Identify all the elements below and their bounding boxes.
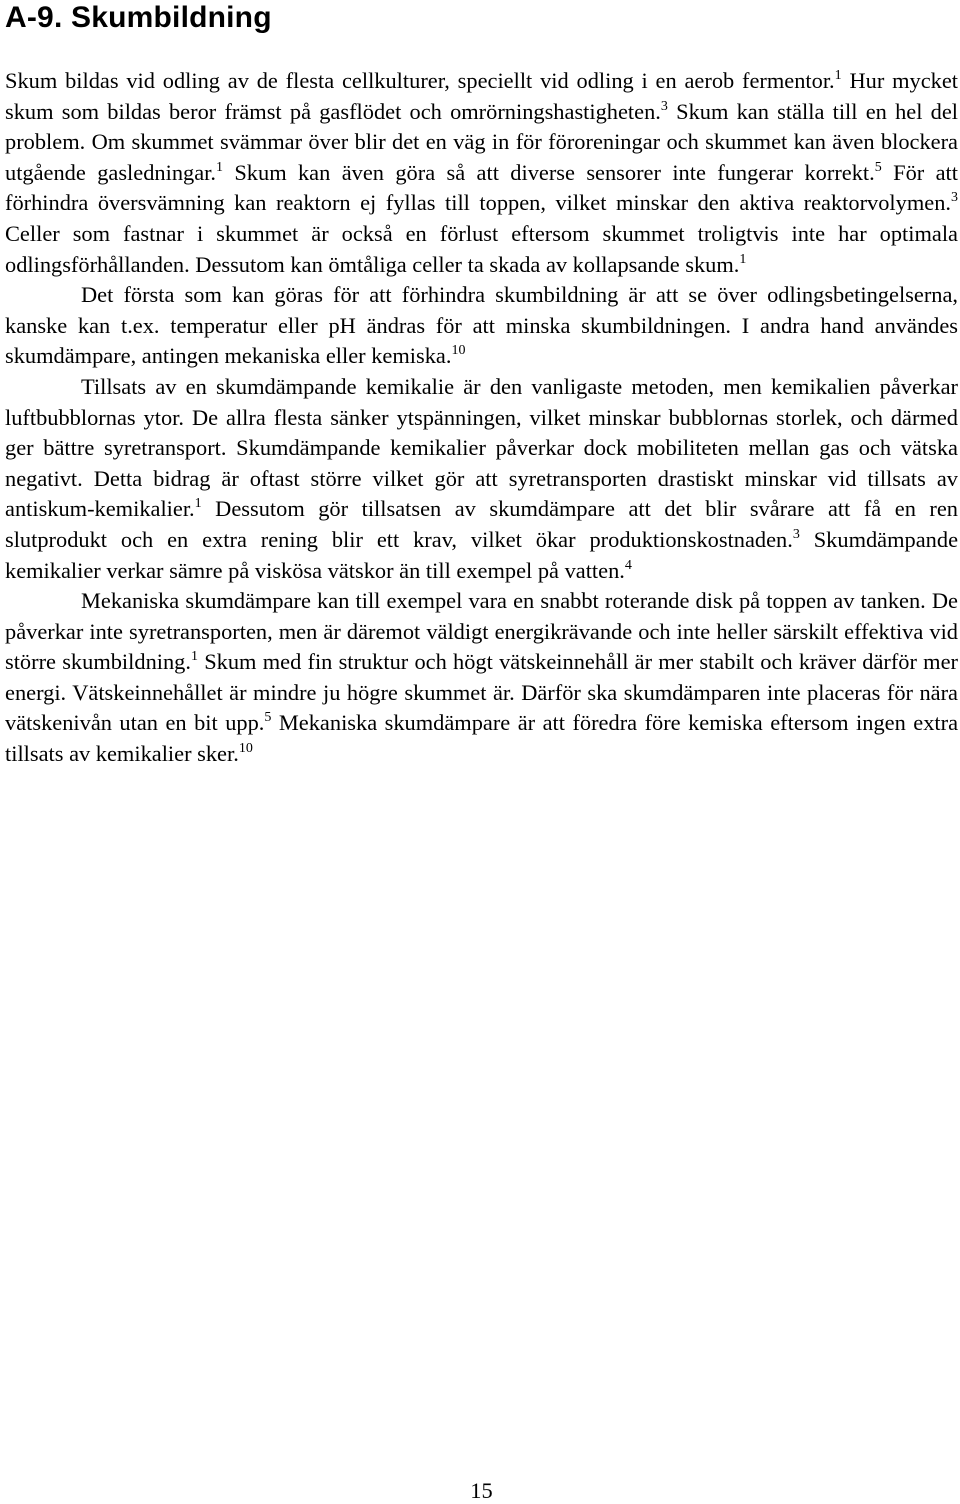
citation-marker: 3 <box>660 98 668 114</box>
page-number: 15 <box>470 1478 493 1503</box>
citation-marker: 5 <box>874 159 882 175</box>
citation-marker: 5 <box>264 710 272 726</box>
text-run: Skum kan även göra så att diverse sensorer inte fungerar korrekt. <box>222 159 875 185</box>
paragraph <box>5 586 958 770</box>
text-run: Celler som fastnar i skummet är också en förlust eftersom skummet troligtvis inte har optimala odlingsförhållanden. Dessutom kan ömtåliga celler ta skada av kollapsande skum. <box>5 220 958 277</box>
citation-marker: 1 <box>190 649 198 665</box>
citation-marker: 4 <box>624 557 632 573</box>
text-run: Hur mycket skum som bildas beror främst på gasflödet och omrörningshastigheten. <box>5 68 959 124</box>
section-heading: A-9. Skumbildning <box>5 1 272 34</box>
text-run: Skum bildas vid odling av de flesta cellkulturer, speciellt vid odling i en aerob fermentor. <box>5 68 835 93</box>
paragraph <box>5 66 958 280</box>
text-run: Mekaniska skumdämpare är att föredra före kemiska eftersom ingen extra tillsats av kemikalier sker. <box>5 710 959 767</box>
body-text <box>5 66 958 770</box>
text-run: Mekaniska skumdämpare kan till exempel vara en snabbt roterande disk på toppen av tanken. De påverkar inte syretransporten, men är däremot väldigt energikrävande och inte heller särskilt effektiva vid större skumbildning. <box>5 588 958 675</box>
citation-marker: 1 <box>215 159 223 175</box>
text-run: För att förhindra översvämning kan reaktorn ej fyllas till toppen, vilket minskar den aktiva reaktorvolymen. <box>5 159 958 216</box>
paragraph <box>5 372 958 586</box>
citation-marker: 3 <box>951 190 958 206</box>
citation-marker: 1 <box>834 67 842 83</box>
text-run: Skum med fin struktur och högt vätskeinnehåll är mer stabilt och kräver därför mer energi. Vätskeinnehållet är mindre ju högre skummet är. Därför ska skumdämparen inte placeras för nära vätskenivån utan en bit upp. <box>5 649 958 736</box>
citation-marker: 10 <box>238 740 253 756</box>
citation-marker: 3 <box>792 526 800 542</box>
text-run: Tillsats av en skumdämpande kemikalie är den vanligaste metoden, men kemikalien påverkar luftbubblornas ytor. De allra flesta sänker ytspänningen, vilket minskar bubblornas storlek, och därmed ger bättre syretransport. Skumdämpande kemikalier påverkar dock mobiliteten mellan gas och vätska negativt. Detta bidrag är oftast större vilket gör att syretransporten drastiskt minskar vid tillsats av antiskum-kemikalier. <box>5 373 958 522</box>
citation-marker: 1 <box>194 496 202 512</box>
document-page <box>5 0 958 1504</box>
text-run: Skumdämpande kemikalier verkar sämre på viskösa vätskor än till exempel på vatten. <box>5 526 959 583</box>
citation-marker: 1 <box>739 251 747 267</box>
text-run: Skum kan ställa till en hel del problem. Om skummet svämmar över blir det en väg in för föroreningar och skummet kan även blockera utgående gasledningar. <box>5 98 958 185</box>
paragraph <box>5 280 958 372</box>
text-run: Dessutom gör tillsatsen av skumdämpare att det blir svårare att få en ren slutprodukt och en extra rening blir ett krav, vilket ökar produktionskostnaden. <box>5 496 958 552</box>
citation-marker: 10 <box>451 343 466 359</box>
text-run: Det första som kan göras för att förhindra skumbildning är att se över odlingsbetingelserna, kanske kan t.ex. temperatur eller pH ändras för att minska skumbildningen. I andra hand användes skumdämpare, antingen mekaniska eller kemiska. <box>5 282 958 369</box>
